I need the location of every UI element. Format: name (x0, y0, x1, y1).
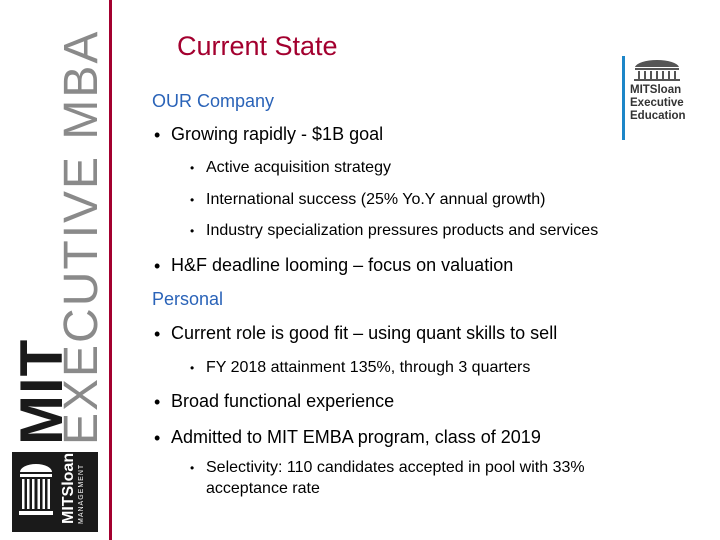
sub-list-item: FY 2018 attainment 135%, through 3 quarters (206, 359, 531, 376)
bullet-icon: • (190, 224, 195, 238)
bullet-icon: • (190, 361, 195, 375)
logo-text: MITSloan Executive Education (630, 84, 686, 122)
sub-list-item: Industry specialization pressures products and services (206, 222, 599, 239)
list-item: Admitted to MIT EMBA program, class of 2019 (171, 427, 541, 447)
mit-sloan-executive-education-logo (622, 56, 714, 140)
section-heading-company: OUR Company (152, 91, 275, 111)
sub-list-item-continuation: acceptance rate (206, 480, 320, 497)
bullet-icon: • (190, 193, 195, 207)
slide-title: Current State (177, 31, 338, 61)
bullet-icon: • (190, 161, 195, 175)
bullet-icon: • (154, 392, 161, 412)
bullet-icon: • (154, 324, 161, 344)
list-item: Growing rapidly - $1B goal (171, 124, 384, 144)
bullet-icon: • (154, 256, 161, 276)
list-item: Broad functional experience (171, 391, 395, 411)
bullet-icon: • (154, 428, 161, 448)
mit-wordmark: MIT (8, 338, 75, 445)
section-heading-personal: Personal (152, 289, 224, 309)
sub-list-item: Selectivity: 110 candidates accepted in pool with 33% (206, 459, 585, 476)
executive-mba-wordmark: EXECUTIVE MBA (55, 29, 108, 445)
bullet-icon: • (190, 461, 195, 475)
sidebar (0, 0, 110, 540)
list-item: H&F deadline looming – focus on valuation (171, 255, 514, 275)
list-item: Current role is good fit – using quant skills to sell (171, 323, 558, 343)
mit-sloan-management-logo (12, 452, 98, 532)
logo-accent-bar (622, 56, 625, 140)
dome-icon (18, 460, 54, 520)
sub-list-item: Active acquisition strategy (206, 159, 391, 176)
sidebar-divider (109, 0, 112, 540)
dome-icon (629, 58, 685, 82)
sub-list-item: International success (25% Yo.Y annual growth) (206, 191, 546, 208)
sloan-logo-text: MITSloan MANAGEMENT (60, 452, 85, 524)
bullet-icon: • (154, 125, 161, 145)
